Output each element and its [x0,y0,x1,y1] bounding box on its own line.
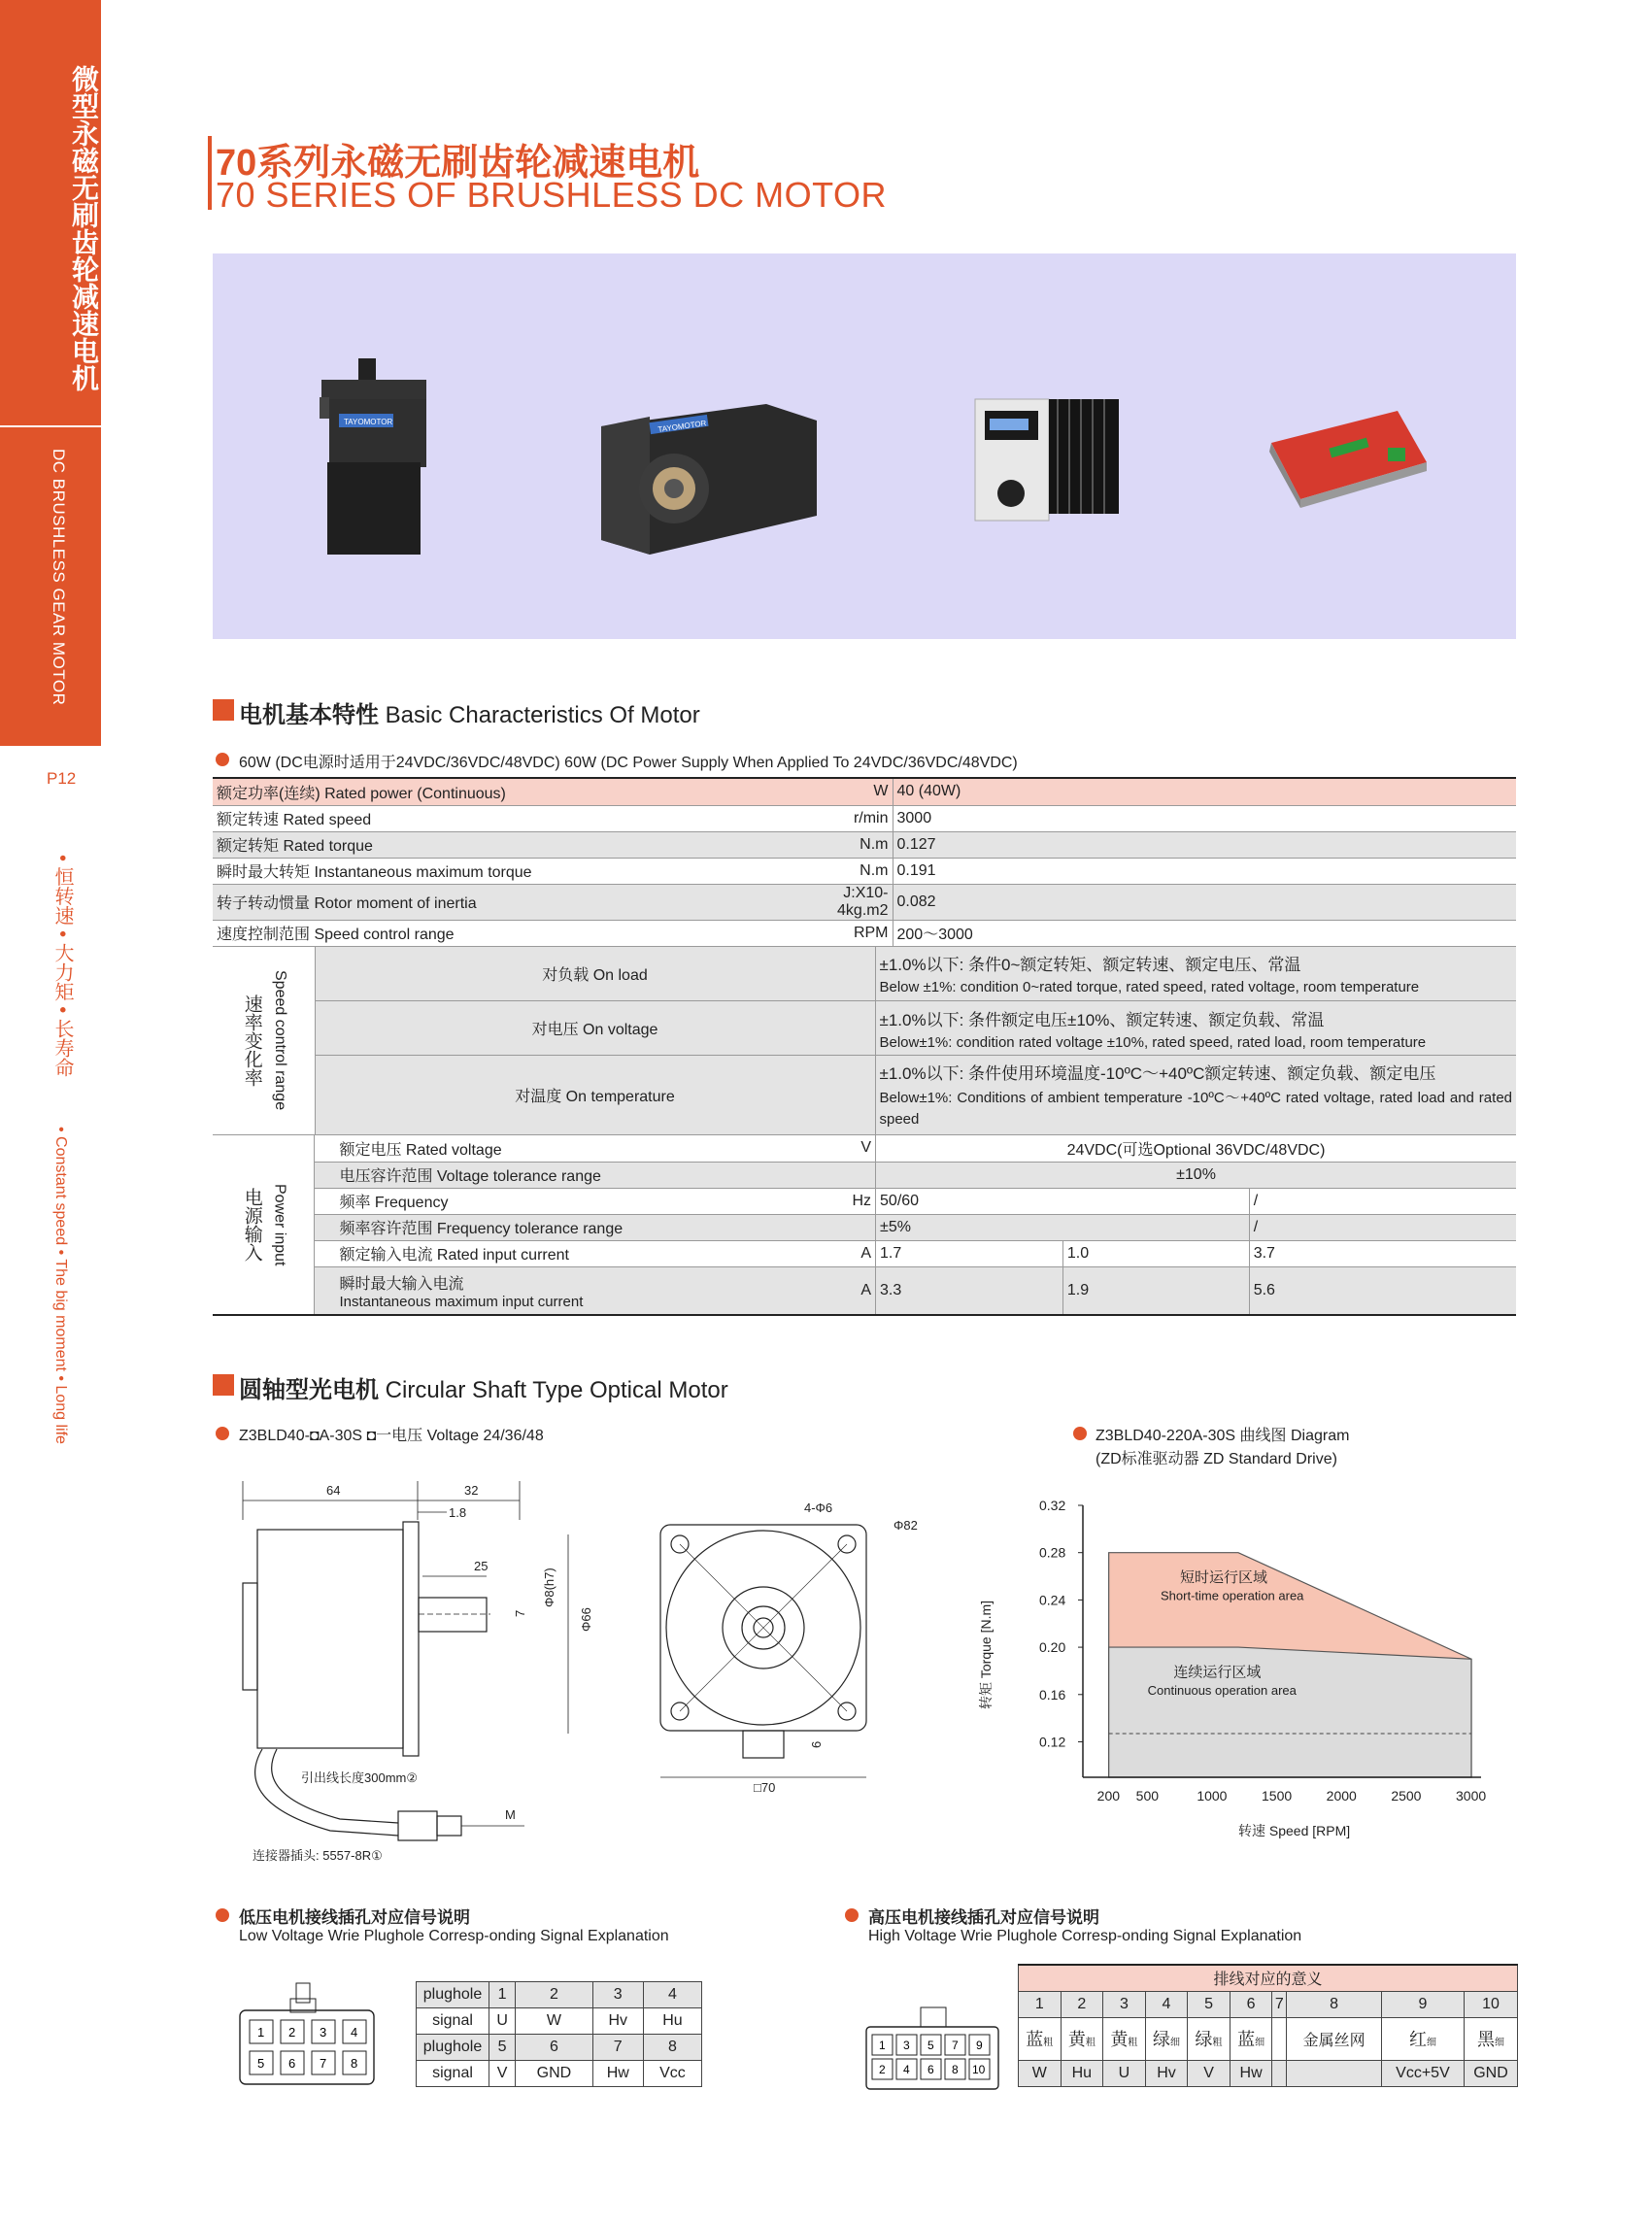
section1-title: 电机基本特性 Basic Characteristics Of Motor [239,702,700,728]
pin-number-cell: 1 [1019,1991,1062,2017]
wire-color-cell: 蓝粗 [1019,2017,1062,2060]
pin-label: 1 [879,2039,886,2052]
section-marker [213,699,234,721]
wire-color-cell: 蓝细 [1230,2017,1272,2060]
gear-motor-vertical-image [320,358,426,555]
x-tick-label: 2500 [1391,1788,1422,1804]
high-voltage-signal-table: 排线对应的意义 1 2 3 4 5 6 7 8 9 10 蓝粗 黄粗 黄粗 绿细 绿粗 蓝细 金属丝网 红细 黑细 W Hu U Hv V Hw Vcc+5V GND [1018,1964,1518,2087]
y-tick-label: 0.32 [1039,1498,1066,1513]
spec-row: 额定转速 Rated speed r/min 3000 [213,805,1516,831]
pin-label: 9 [976,2039,983,2052]
model-note: Z3BLD40-◘A-30S ◘一电压 Voltage 24/36/48 [239,1428,544,1444]
svg-text:引出线长度300mm②: 引出线长度300mm② [301,1770,419,1785]
speed-row-temperature: 对温度 On temperature ±1.0%以下: 条件使用环境温度-10ºC～+40ºC额定转速、额定负载、额定电压 Below±1%: Conditions of ambient temperature -10ºC～+40ºC rated voltage, rated load and rated speed [213,1056,1516,1135]
pin-label: 5 [927,2039,934,2052]
title-accent-bar [208,136,212,210]
dimension-drawing [223,1462,918,1874]
high-voltage-title-cn: 高压电机接线插孔对应信号说明 [868,1908,1099,1927]
x-tick-label: 200 [1096,1788,1121,1804]
bullet-icon [216,1427,229,1440]
pin-label: 6 [288,2056,296,2071]
svg-text:□70: □70 [754,1780,776,1795]
signal-cell: V [1188,2060,1231,2086]
signal-cell: Vcc+5V [1381,2060,1464,2086]
svg-text:4-Φ6: 4-Φ6 [804,1500,833,1515]
x-tick-label: 1500 [1262,1788,1293,1804]
bullet-icon [845,1908,859,1922]
power-row: 电压容许范围 Voltage tolerance range ±10% [213,1162,1516,1188]
section-marker [213,1374,234,1396]
spec-row: 转子转动惯量 Rotor moment of inertia J:X10-4kg.m2 0.082 [213,884,1516,920]
wire-color-cell: 绿细 [1145,2017,1188,2060]
y-tick-label: 0.12 [1039,1734,1066,1750]
wire-color-cell: 黄粗 [1103,2017,1146,2060]
svg-text:Φ82: Φ82 [893,1518,918,1533]
wire-color-cell: 绿粗 [1188,2017,1231,2060]
continuous-area [1109,1647,1471,1777]
section1-note: 60W (DC电源时适用于24VDC/36VDC/48VDC) 60W (DC Power Supply When Applied To 24VDC/36VDC/48VDC) [239,755,1018,771]
signal-cell: GND [1464,2060,1517,2086]
speed-controller-image [975,399,1119,521]
wire-color-cell: 黑细 [1464,2017,1517,2060]
spec-row: 额定转矩 Rated torque N.m 0.127 [213,831,1516,858]
low-voltage-connector-diagram [238,1981,379,2093]
low-voltage-signal-table: plughole 1 2 3 4 signal U W Hv Hu plughole 5 6 7 8 signal V GND Hw Vcc [416,1981,702,2087]
power-row: 电源输入 Power input 额定电压 Rated voltage V 24VDC(可选Optional 36VDC/48VDC) [213,1135,1516,1162]
pin-number-cell: 2 [1061,1991,1103,2017]
sidebar-features-en: • Constant speed • The big moment • Long life [52,1127,69,1444]
power-row: 额定输入电流 Rated input current A 1.7 1.0 3.7 [213,1240,1516,1266]
speed-row-voltage: 对电压 On voltage ±1.0%以下: 条件额定电压±10%、额定转速、额定负载、常温 Below±1%: condition rated voltage ±10%, rated speed, rated load, room temperature [213,1001,1516,1056]
high-voltage-connector-diagram [864,2006,1000,2098]
torque-speed-chart [971,1491,1496,1865]
sidebar-features-cn: • 恒转速 • 大力矩 • 长寿命 [51,855,73,1077]
power-group-label-en: Power input [271,1183,288,1266]
pin-label: 7 [952,2039,959,2052]
spec-row: 速度控制范围 Speed control range RPM 200～3000 [213,920,1516,946]
chart-note-1: Z3BLD40-220A-30S 曲线图 Diagram [1096,1428,1350,1444]
pin-number-cell: 3 [1103,1991,1146,2017]
pin-label: 10 [972,2063,986,2076]
svg-text:Φ66: Φ66 [579,1607,593,1632]
signal-cell: W [1019,2060,1062,2086]
signal-cell: Hv [1145,2060,1188,2086]
pin-number-cell: 9 [1381,1991,1464,2017]
side-view-drawing [243,1481,593,1863]
y-tick-label: 0.20 [1039,1639,1066,1656]
pin-number-cell: 10 [1464,1991,1517,2017]
power-row: 频率 Frequency Hz 50/60 / [213,1188,1516,1214]
continuous-area-label-cn: 连续运行区域 [1173,1664,1262,1681]
speed-row-load: 速率变化率 Speed control range 对负载 On load ±1.0%以下: 条件0~额定转矩、额定转速、额定电压、常温 Below ±1%: condition 0~rated torque, rated speed, rated voltage, room temperature [213,947,1516,1001]
wire-color-cell: 黄粗 [1061,2017,1103,2060]
pin-number-cell: 4 [1145,1991,1188,2017]
svg-text:7: 7 [513,1609,527,1617]
pin-label: 8 [952,2063,959,2076]
spec-table [213,779,1516,1316]
chart-svg [971,1491,1496,1860]
section2-title: 圆轴型光电机 Circular Shaft Type Optical Motor [239,1377,728,1403]
bullet-icon [1073,1427,1087,1440]
y-tick-label: 0.24 [1039,1592,1066,1608]
power-group-label-cn: 电源输入 [241,1188,262,1262]
power-row: 频率容许范围 Frequency tolerance range ±5% / [213,1214,1516,1240]
pin-label: 3 [320,2025,327,2040]
svg-text:TAYOMOTOR: TAYOMOTOR [657,419,707,434]
signal-cell: U [1103,2060,1146,2086]
svg-text:32: 32 [464,1483,479,1498]
pin-label: 3 [903,2039,910,2052]
x-tick-label: 1000 [1197,1788,1228,1804]
svg-text:Φ8(h7): Φ8(h7) [542,1568,556,1607]
pin-label: 4 [903,2063,910,2076]
gear-motor-horizontal-image [601,404,817,555]
signal-cell [1272,2060,1287,2086]
svg-text:25: 25 [474,1559,489,1573]
spec-row: 瞬时最大转矩 Instantaneous maximum torque N.m 0.191 [213,858,1516,884]
signal-cell [1287,2060,1382,2086]
signal-cell: Hu [1061,2060,1103,2086]
low-voltage-title-en: Low Voltage Wrie Plughole Corresp-onding Signal Explanation [239,1928,669,1944]
page-number: P12 [47,769,77,788]
spec-row: 额定功率(连续) Rated power (Continuous) W 40 (40W) [213,779,1516,805]
sidebar-title-en: DC BRUSHLESS GEAR MOTOR [50,449,68,706]
svg-text:1.8: 1.8 [449,1505,467,1520]
signal-cell: Hw [1230,2060,1272,2086]
chart-note-2: (ZD标准驱动器 ZD Standard Drive) [1096,1451,1337,1467]
pin-number-cell: 8 [1287,1991,1382,2017]
wire-color-cell: 金属丝网 [1287,2017,1382,2060]
svg-text:64: 64 [326,1483,341,1498]
speed-group-label-cn: 速率变化率 [241,994,262,1087]
svg-text:M: M [505,1807,516,1822]
page-title-en: 70 SERIES OF BRUSHLESS DC MOTOR [216,175,887,215]
pin-label: 2 [879,2063,886,2076]
x-tick-label: 3000 [1456,1788,1487,1804]
x-tick-label: 500 [1135,1788,1160,1804]
pin-number-cell: 7 [1272,1991,1287,2017]
svg-text:TAYOMOTOR: TAYOMOTOR [344,418,393,426]
low-voltage-title-cn: 低压电机接线插孔对应信号说明 [239,1908,470,1927]
pin-number-cell: 6 [1230,1991,1272,2017]
y-tick-label: 0.28 [1039,1544,1066,1561]
pin-number-cell: 5 [1188,1991,1231,2017]
bullet-icon [216,1908,229,1922]
speed-group-label-en: Speed control range [271,970,288,1111]
driver-board-image [1269,411,1427,508]
y-axis-label: 转矩 Torque [N.m] [978,1600,994,1709]
svg-text:6: 6 [809,1740,824,1748]
front-view-drawing [660,1500,918,1795]
x-axis-label: 转速 Speed [RPM] [1238,1823,1351,1838]
power-row: 瞬时最大输入电流 Instantaneous maximum input current A 3.3 1.9 5.6 [213,1266,1516,1315]
svg-text:连接器插头: 5557-8R①: 连接器插头: 5557-8R① [253,1848,383,1863]
pin-label: 8 [351,2056,358,2071]
high-voltage-title-en: High Voltage Wrie Plughole Corresp-onding Signal Explanation [868,1928,1302,1944]
pin-label: 6 [927,2063,934,2076]
wire-color-cell [1272,2017,1287,2060]
pin-label: 4 [351,2025,358,2040]
bullet-icon [216,753,229,766]
pin-label: 5 [257,2056,265,2071]
pin-label: 1 [257,2025,265,2040]
short-area-label-cn: 短时运行区域 [1180,1569,1268,1587]
short-area-label-en: Short-time operation area [1161,1588,1304,1603]
pin-label: 2 [288,2025,296,2040]
continuous-area-label-en: Continuous operation area [1147,1682,1297,1698]
product-photos [213,253,1516,639]
pin-label: 7 [320,2056,327,2071]
product-banner [213,253,1516,639]
sidebar-title-cn: 微型永磁无刷齿轮减速电机 [69,65,99,391]
page-title-cn: 70系列永磁无刷齿轮减速电机 [216,143,700,184]
x-tick-label: 2000 [1326,1788,1357,1804]
y-tick-label: 0.16 [1039,1686,1066,1702]
wire-color-cell: 红细 [1381,2017,1464,2060]
